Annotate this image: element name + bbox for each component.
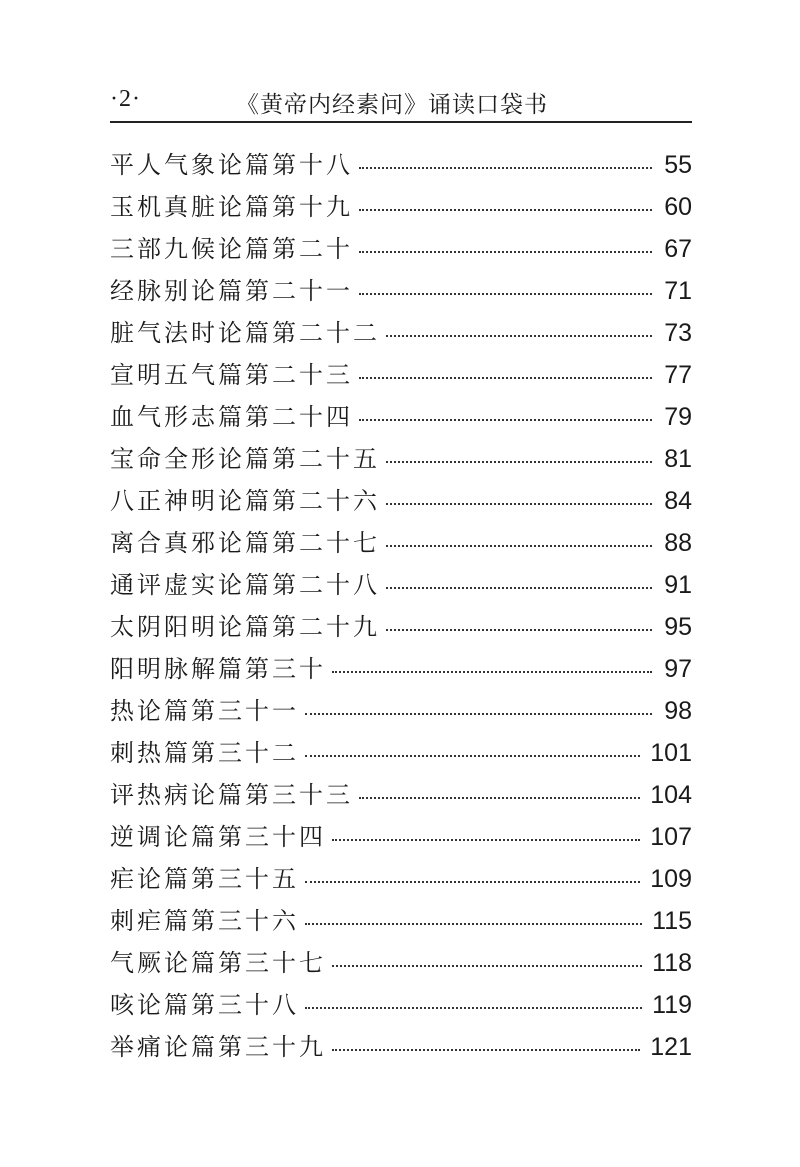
toc-entry-title: 太阴阳明论篇第二十九 [110,613,380,641]
toc-entry-title: 逆调论篇第三十四 [110,823,326,851]
running-head [110,86,692,118]
toc-entry[interactable] [110,354,692,396]
toc-entry[interactable] [110,186,692,228]
toc-dot-leader [386,503,652,505]
toc-entry-title: 举痛论篇第三十九 [110,1033,326,1061]
toc-entry[interactable] [110,942,692,984]
toc-entry-title: 离合真邪论篇第二十七 [110,529,380,557]
toc-dot-leader [359,167,652,169]
toc-entry-page: 118 [652,949,692,977]
toc-entry[interactable] [110,270,692,312]
toc-entry-title: 热论篇第三十一 [110,697,299,725]
toc-entry[interactable] [110,312,692,354]
toc-entry-title: 咳论篇第三十八 [110,991,299,1019]
page-number: ·2· [110,86,141,112]
toc-dot-leader [359,251,652,253]
toc-entry-title: 宣明五气篇第二十三 [110,361,353,389]
table-of-contents [110,144,692,1068]
toc-entry[interactable] [110,522,692,564]
toc-dot-leader [386,587,652,589]
toc-entry-title: 脏气法时论篇第二十二 [110,319,380,347]
toc-entry-page: 91 [664,571,692,599]
toc-entry-title: 气厥论篇第三十七 [110,949,326,977]
toc-entry[interactable] [110,900,692,942]
header-rule [110,121,692,123]
toc-entry[interactable] [110,816,692,858]
toc-entry[interactable] [110,732,692,774]
toc-entry[interactable] [110,564,692,606]
toc-entry-title: 经脉别论篇第二十一 [110,277,353,305]
toc-dot-leader [332,1049,640,1051]
toc-dot-leader [305,755,640,757]
toc-dot-leader [305,713,652,715]
toc-entry-title: 疟论篇第三十五 [110,865,299,893]
toc-entry-page: 104 [650,781,692,809]
toc-entry[interactable] [110,144,692,186]
toc-dot-leader [359,209,652,211]
toc-entry-page: 121 [650,1033,692,1061]
toc-entry-title: 宝命全形论篇第二十五 [110,445,380,473]
toc-entry[interactable] [110,480,692,522]
toc-dot-leader [332,965,642,967]
toc-entry-title: 刺热篇第三十二 [110,739,299,767]
toc-dot-leader [359,293,652,295]
toc-entry[interactable] [110,984,692,1026]
toc-dot-leader [386,335,652,337]
toc-dot-leader [359,377,652,379]
toc-entry-page: 67 [664,235,692,263]
toc-entry-page: 119 [652,991,692,1019]
toc-dot-leader [332,839,640,841]
toc-entry-page: 73 [664,319,692,347]
toc-entry-page: 115 [652,907,692,935]
toc-entry-page: 77 [664,361,692,389]
toc-entry[interactable] [110,228,692,270]
toc-entry[interactable] [110,438,692,480]
toc-entry-page: 97 [664,655,692,683]
toc-entry-page: 98 [664,697,692,725]
toc-entry-title: 平人气象论篇第十八 [110,151,353,179]
toc-dot-leader [332,671,652,673]
toc-entry-page: 79 [664,403,692,431]
toc-dot-leader [386,461,652,463]
toc-dot-leader [386,629,652,631]
toc-entry-page: 71 [664,277,692,305]
toc-entry-page: 81 [664,445,692,473]
toc-entry-title: 三部九候论篇第二十 [110,235,353,263]
toc-entry[interactable] [110,648,692,690]
toc-entry-page: 60 [664,193,692,221]
toc-entry-page: 95 [664,613,692,641]
toc-entry[interactable] [110,858,692,900]
toc-dot-leader [305,1007,642,1009]
toc-dot-leader [359,419,652,421]
toc-entry-title: 阳明脉解篇第三十 [110,655,326,683]
toc-entry-title: 八正神明论篇第二十六 [110,487,380,515]
toc-entry-page: 101 [650,739,692,767]
toc-entry-page: 84 [664,487,692,515]
toc-entry-page: 109 [650,865,692,893]
toc-entry-page: 55 [664,151,692,179]
toc-dot-leader [305,881,640,883]
toc-entry[interactable] [110,690,692,732]
toc-entry[interactable] [110,606,692,648]
toc-entry-title: 通评虚实论篇第二十八 [110,571,380,599]
toc-entry[interactable] [110,1026,692,1068]
toc-entry-title: 评热病论篇第三十三 [110,781,353,809]
toc-entry[interactable] [110,396,692,438]
toc-entry-page: 107 [650,823,692,851]
toc-dot-leader [386,545,652,547]
toc-dot-leader [359,797,640,799]
toc-entry[interactable] [110,774,692,816]
toc-entry-title: 玉机真脏论篇第十九 [110,193,353,221]
toc-entry-title: 血气形志篇第二十四 [110,403,353,431]
book-title: 《黄帝内经素问》诵读口袋书 [236,92,548,118]
toc-entry-title: 刺疟篇第三十六 [110,907,299,935]
toc-dot-leader [305,923,642,925]
toc-entry-page: 88 [664,529,692,557]
